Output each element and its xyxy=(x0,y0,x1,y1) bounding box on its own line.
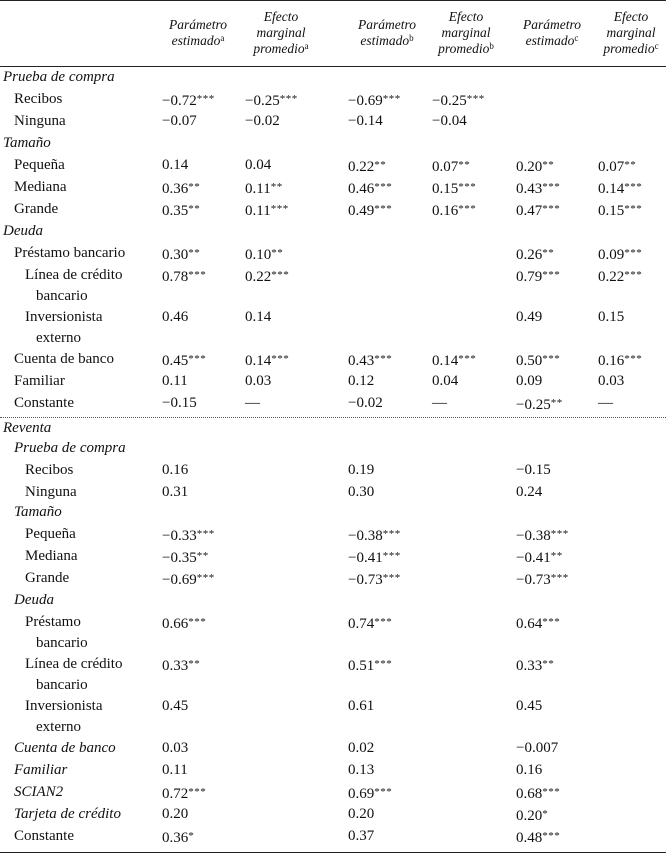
table-cell: 0.09*** xyxy=(598,247,643,263)
table-row xyxy=(0,695,668,735)
table-cell: 0.61 xyxy=(348,698,375,714)
row-label-line: Pequeña xyxy=(14,157,65,173)
row-label xyxy=(25,612,88,654)
significance-stars: ** xyxy=(188,658,201,670)
significance-stars: ** xyxy=(374,159,387,171)
row-label xyxy=(14,198,58,220)
significance-stars: *** xyxy=(196,572,215,584)
table-cell: −0.25** xyxy=(516,397,563,413)
table-cell: 0.68*** xyxy=(516,786,561,802)
row-label xyxy=(14,242,125,264)
table-cell: 0.78*** xyxy=(162,269,207,285)
table-cell: 0.33** xyxy=(162,658,201,674)
header-line: Efecto xyxy=(263,9,299,24)
significance-stars: ** xyxy=(271,247,284,259)
table-row xyxy=(0,348,668,370)
significance-stars: *** xyxy=(382,528,401,540)
row-label-line: Cuenta de banco xyxy=(14,351,114,367)
significance-stars: *** xyxy=(542,353,561,365)
row-label xyxy=(25,696,102,738)
table-cell: −0.38*** xyxy=(516,528,569,544)
table-row xyxy=(0,264,668,304)
header-line: Parámetro xyxy=(358,17,416,32)
significance-stars: *** xyxy=(374,786,393,798)
row-label-line: Familiar xyxy=(14,762,68,778)
table-row xyxy=(0,653,668,693)
row-label-line: Reventa xyxy=(3,420,52,436)
table-cell: 0.19 xyxy=(348,462,375,478)
row-section-label xyxy=(14,803,121,825)
header-line: Efecto xyxy=(613,9,649,24)
table-cell: 0.15*** xyxy=(432,181,477,197)
table-cell: −0.69*** xyxy=(162,572,215,588)
table-cell: 0.03 xyxy=(162,740,189,756)
significance-stars: *** xyxy=(196,93,215,105)
row-label xyxy=(14,392,74,414)
table-cell: 0.02 xyxy=(348,740,375,756)
table-cell: 0.16*** xyxy=(598,353,643,369)
significance-stars: *** xyxy=(270,203,289,215)
header-footnote-mark: b xyxy=(409,33,414,43)
table-cell: 0.14 xyxy=(245,309,272,325)
table-row xyxy=(0,459,668,481)
table-cell: 0.45 xyxy=(162,698,189,714)
row-label-line: Préstamo bancario xyxy=(14,245,126,261)
row-section-label xyxy=(14,759,67,781)
table-cell: 0.74*** xyxy=(348,616,393,632)
significance-stars: *** xyxy=(550,572,569,584)
significance-stars: *** xyxy=(624,269,643,281)
significance-stars: *** xyxy=(542,786,561,798)
significance-stars: *** xyxy=(374,353,393,365)
table-row xyxy=(0,88,668,110)
significance-stars: *** xyxy=(382,550,401,562)
table-cell: 0.69*** xyxy=(348,786,393,802)
table-row xyxy=(0,589,668,611)
row-label xyxy=(25,459,73,481)
table-cell: 0.43*** xyxy=(348,353,393,369)
header-footnote-mark: b xyxy=(489,41,494,51)
row-label-line: Familiar xyxy=(14,373,65,389)
table-cell: 0.30** xyxy=(162,247,201,263)
row-label-line: Grande xyxy=(25,570,70,586)
significance-stars: ** xyxy=(270,181,283,193)
row-label-line: Recibos xyxy=(14,91,63,107)
table-cell: −0.02 xyxy=(348,395,383,411)
significance-stars: *** xyxy=(542,830,561,842)
table-row xyxy=(0,759,668,781)
table-cell: 0.49*** xyxy=(348,203,393,219)
significance-stars: ** xyxy=(188,247,201,259)
row-section-label xyxy=(14,737,116,759)
table-cell: −0.72*** xyxy=(162,93,215,109)
table-cell: 0.09 xyxy=(516,373,543,389)
header-line: Efecto xyxy=(448,9,484,24)
table-row xyxy=(0,825,668,847)
table-row xyxy=(0,437,668,459)
table-row xyxy=(0,781,668,803)
significance-stars: *** xyxy=(188,616,207,628)
table-cell: 0.46*** xyxy=(348,181,393,197)
table-row xyxy=(0,737,668,759)
table-cell: 0.16 xyxy=(516,762,543,778)
significance-stars: *** xyxy=(382,572,401,584)
significance-stars: ** xyxy=(542,658,555,670)
row-label-line: Tamaño xyxy=(14,504,62,520)
table-cell: — xyxy=(245,395,260,411)
table-cell: 0.36** xyxy=(162,181,201,197)
table-cell: −0.14 xyxy=(348,113,383,129)
table-cell: 0.14 xyxy=(162,157,189,173)
header-line: estimado xyxy=(525,33,575,48)
header-line: promedio xyxy=(603,41,655,56)
row-label-line: Mediana xyxy=(25,548,78,564)
header-line: promedio xyxy=(438,41,490,56)
table-row xyxy=(0,220,668,242)
table-cell: 0.10** xyxy=(245,247,284,263)
significance-stars: *** xyxy=(271,269,290,281)
table-row xyxy=(0,523,668,545)
header-footnote-mark: c xyxy=(574,33,579,43)
row-label-line: Préstamo xyxy=(25,614,81,630)
table-cell: 0.46 xyxy=(162,309,189,325)
table-cell: −0.38*** xyxy=(348,528,401,544)
row-label-line: Inversionista xyxy=(25,698,103,714)
significance-stars: ** xyxy=(196,550,209,562)
row-label-line: Línea de crédito xyxy=(25,267,123,283)
table-cell: 0.07** xyxy=(598,159,637,175)
significance-stars: *** xyxy=(466,93,485,105)
table-cell: 0.11*** xyxy=(245,203,289,219)
row-label xyxy=(14,370,65,392)
table-cell: 0.64*** xyxy=(516,616,561,632)
header-line: estimado xyxy=(171,33,221,48)
row-label-line: Tamaño xyxy=(3,135,51,151)
row-section-label xyxy=(14,437,126,459)
table-cell: 0.07** xyxy=(432,159,471,175)
row-label-line: Prueba de compra xyxy=(3,69,115,85)
header-line: marginal xyxy=(441,25,491,40)
table-cell: 0.31 xyxy=(162,484,189,500)
row-label-line: Prueba de compra xyxy=(14,440,126,456)
table-cell: 0.14*** xyxy=(598,181,643,197)
table-cell: −0.25*** xyxy=(432,93,485,109)
significance-stars: ** xyxy=(624,159,637,171)
row-label xyxy=(14,88,62,110)
table-cell: 0.11** xyxy=(245,181,283,197)
table-cell: 0.20 xyxy=(348,806,375,822)
row-label-line: Cuenta de banco xyxy=(14,740,116,756)
table-row xyxy=(0,132,668,154)
table-cell: 0.48*** xyxy=(516,830,561,846)
table-cell: −0.02 xyxy=(245,113,280,129)
table-cell: 0.11 xyxy=(162,762,188,778)
table-cell: 0.33** xyxy=(516,658,555,674)
table-cell: −0.73*** xyxy=(348,572,401,588)
section-divider xyxy=(0,417,666,418)
row-section-label xyxy=(3,132,51,154)
significance-stars: *** xyxy=(279,93,298,105)
significance-stars: *** xyxy=(458,203,477,215)
significance-stars: *** xyxy=(542,616,561,628)
table-cell: −0.33*** xyxy=(162,528,215,544)
significance-stars: *** xyxy=(542,269,561,281)
row-label xyxy=(25,481,77,503)
table-row xyxy=(0,392,668,414)
row-label xyxy=(14,154,65,176)
table-cell: 0.26** xyxy=(516,247,555,263)
header-line: Parámetro xyxy=(169,17,227,32)
table-cell: 0.15*** xyxy=(598,203,643,219)
row-label-line: externo xyxy=(36,719,81,735)
table-bottom-rule xyxy=(0,852,666,853)
header-line: marginal xyxy=(256,25,306,40)
table-cell: −0.73*** xyxy=(516,572,569,588)
significance-stars: *** xyxy=(624,181,643,193)
row-label xyxy=(25,545,77,567)
table-cell: 0.14*** xyxy=(432,353,477,369)
table-cell: 0.14*** xyxy=(245,353,290,369)
row-section-label xyxy=(14,781,63,803)
significance-stars: *** xyxy=(188,269,207,281)
table-cell: 0.22*** xyxy=(245,269,290,285)
table-cell: — xyxy=(432,395,447,411)
significance-stars: *** xyxy=(458,181,477,193)
header-line: Parámetro xyxy=(523,17,581,32)
significance-stars: * xyxy=(188,830,195,842)
table-cell: 0.03 xyxy=(245,373,272,389)
row-label xyxy=(25,265,122,307)
table-cell: 0.15 xyxy=(598,309,625,325)
significance-stars: *** xyxy=(374,658,393,670)
table-cell: −0.41*** xyxy=(348,550,401,566)
table-row xyxy=(0,154,668,176)
row-label-line: bancario xyxy=(36,677,88,693)
table-cell: 0.20** xyxy=(516,159,555,175)
significance-stars: *** xyxy=(382,93,401,105)
table-cell: 0.35** xyxy=(162,203,201,219)
significance-stars: ** xyxy=(458,159,471,171)
significance-stars: *** xyxy=(271,353,290,365)
table-cell: 0.24 xyxy=(516,484,543,500)
table-cell: 0.04 xyxy=(432,373,459,389)
table-cell: 0.51*** xyxy=(348,658,393,674)
row-label-line: externo xyxy=(36,330,81,346)
table-cell: 0.49 xyxy=(516,309,543,325)
table-cell: 0.36* xyxy=(162,830,195,846)
row-section-label xyxy=(3,417,51,439)
row-label-line: Ninguna xyxy=(25,484,77,500)
table-row xyxy=(0,306,668,346)
row-label-line: Constante xyxy=(14,828,74,844)
table-cell: 0.22*** xyxy=(598,269,643,285)
table-cell: 0.43*** xyxy=(516,181,561,197)
row-section-label xyxy=(3,66,115,88)
table-row xyxy=(0,110,668,132)
significance-stars: *** xyxy=(458,353,477,365)
row-label-line: SCIAN2 xyxy=(14,784,64,800)
table-cell: 0.03 xyxy=(598,373,625,389)
row-label-line: Pequeña xyxy=(25,526,76,542)
row-section-label xyxy=(14,589,54,611)
table-cell: −0.69*** xyxy=(348,93,401,109)
significance-stars: ** xyxy=(550,550,563,562)
row-label-line: Tarjeta de crédito xyxy=(14,806,121,822)
table-cell: 0.13 xyxy=(348,762,375,778)
significance-stars: *** xyxy=(188,353,207,365)
table-row xyxy=(0,501,668,523)
table-cell: 0.50*** xyxy=(516,353,561,369)
table-cell: 0.16 xyxy=(162,462,189,478)
row-label xyxy=(14,176,66,198)
significance-stars: ** xyxy=(550,397,563,409)
table-cell: 0.04 xyxy=(245,157,272,173)
table-cell: 0.45 xyxy=(516,698,543,714)
row-label-line: bancario xyxy=(36,635,88,651)
row-label-line: Grande xyxy=(14,201,59,217)
table-cell: 0.72*** xyxy=(162,786,207,802)
significance-stars: ** xyxy=(542,247,555,259)
table-cell: −0.35** xyxy=(162,550,209,566)
table-cell: 0.79*** xyxy=(516,269,561,285)
table-row xyxy=(0,66,668,88)
row-label-line: Mediana xyxy=(14,179,67,195)
significance-stars: *** xyxy=(624,203,643,215)
header-footnote-mark: c xyxy=(654,41,659,51)
table-row xyxy=(0,370,668,392)
table-cell: −0.15 xyxy=(516,462,551,478)
significance-stars: *** xyxy=(550,528,569,540)
table-cell: 0.20* xyxy=(516,808,549,824)
row-label-line: Ninguna xyxy=(14,113,66,129)
significance-stars: *** xyxy=(542,203,561,215)
row-label xyxy=(14,348,114,370)
significance-stars: *** xyxy=(624,247,643,259)
significance-stars: *** xyxy=(374,616,393,628)
significance-stars: *** xyxy=(374,181,393,193)
significance-stars: *** xyxy=(624,353,643,365)
table-cell: 0.47*** xyxy=(516,203,561,219)
significance-stars: *** xyxy=(196,528,215,540)
table-cell: 0.20 xyxy=(162,806,189,822)
significance-stars: ** xyxy=(542,159,555,171)
table-cell: −0.007 xyxy=(516,740,559,756)
table-cell: −0.04 xyxy=(432,113,467,129)
significance-stars: *** xyxy=(374,203,393,215)
header-line: marginal xyxy=(606,25,656,40)
row-label xyxy=(25,307,102,349)
row-label-line: Inversionista xyxy=(25,309,103,325)
row-label-line: Constante xyxy=(14,395,74,411)
significance-stars: ** xyxy=(188,203,201,215)
table-row xyxy=(0,417,668,439)
table-cell: 0.11 xyxy=(162,373,188,389)
row-label xyxy=(25,523,76,545)
table-cell: 0.22** xyxy=(348,159,387,175)
table-row xyxy=(0,611,668,651)
row-label xyxy=(25,567,69,589)
table-row xyxy=(0,198,668,220)
row-label xyxy=(14,110,66,132)
table-row xyxy=(0,242,668,264)
table-cell: −0.15 xyxy=(162,395,197,411)
header-footnote-mark: a xyxy=(304,41,309,51)
table-cell: 0.16*** xyxy=(432,203,477,219)
table-row xyxy=(0,803,668,825)
header-footnote-mark: a xyxy=(220,33,225,43)
table-cell: −0.41** xyxy=(516,550,563,566)
row-section-label xyxy=(14,501,62,523)
row-label-line: Deuda xyxy=(14,592,54,608)
table-cell: — xyxy=(598,395,613,411)
significance-stars: *** xyxy=(188,786,207,798)
row-label-line: bancario xyxy=(36,288,88,304)
row-label-line: Línea de crédito xyxy=(25,656,123,672)
table-cell: 0.12 xyxy=(348,373,375,389)
row-label xyxy=(14,825,74,847)
table-cell: 0.66*** xyxy=(162,616,207,632)
significance-stars: ** xyxy=(188,181,201,193)
table-row xyxy=(0,176,668,198)
table-cell: 0.45*** xyxy=(162,353,207,369)
table-row xyxy=(0,545,668,567)
row-label xyxy=(25,654,122,696)
table-row xyxy=(0,567,668,589)
significance-stars: * xyxy=(542,808,549,820)
row-label-line: Recibos xyxy=(25,462,74,478)
table-cell: 0.30 xyxy=(348,484,375,500)
header-line: estimado xyxy=(360,33,410,48)
row-section-label xyxy=(3,220,43,242)
table-cell: 0.37 xyxy=(348,828,375,844)
table-cell: −0.07 xyxy=(162,113,197,129)
table-row xyxy=(0,481,668,503)
row-label-line: Deuda xyxy=(3,223,43,239)
header-line: promedio xyxy=(253,41,305,56)
significance-stars: *** xyxy=(542,181,561,193)
table-cell: −0.25*** xyxy=(245,93,298,109)
